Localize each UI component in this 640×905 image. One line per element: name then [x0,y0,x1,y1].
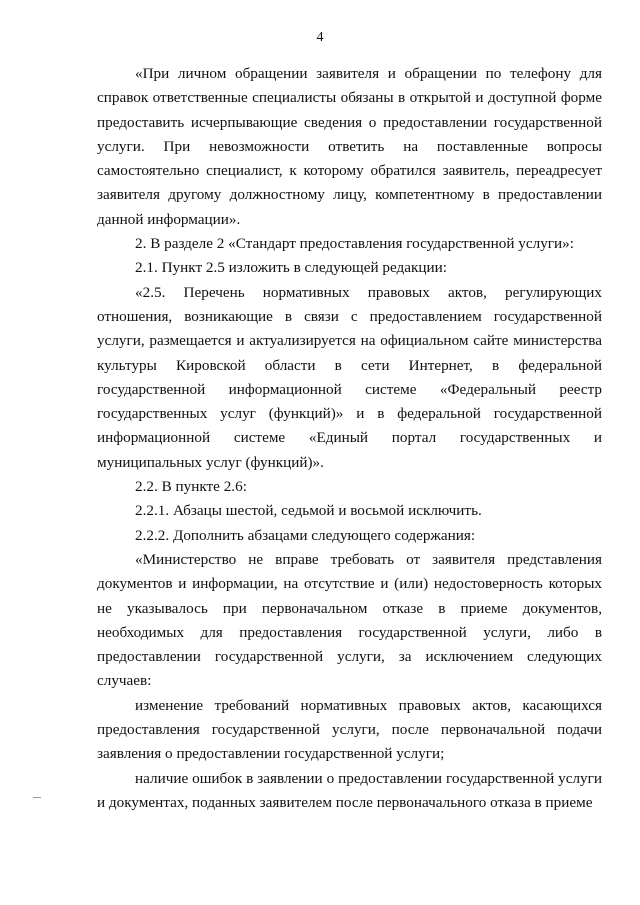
paragraph-ministry-restriction: «Министерство не вправе требовать от заявителя представления документов и информации, на отсутствие и (или) недостоверность которых не указывалось при первоначальном отказе в приеме документов, необходимых для предоставления государственной услуги, либо в предоставлении государственной услуги, за исключением следующих случаев: [97,550,602,690]
paragraph-item-2-1: 2.1. Пункт 2.5 изложить в следующей редакции: [135,259,448,277]
paragraph-item-2-5-text: «2.5. Перечень нормативных правовых актов, регулирующих отношения, возникающие в связи с предоставлением государственной услуги, размещается и актуализируется на официальном сайте министерства культуры Кировской области в сети Интернет, в федеральной государственной информационной системе «Федеральный реестр государственных услуг (функций)» и в федеральной государственной информационной системе «Единый портал государственных и муниципальных услуг (функций)». [97,283,602,471]
scan-edge-mark [33,797,41,798]
page-number: 4 [316,30,324,45]
paragraph-section-2: 2. В разделе 2 «Стандарт предоставления государственной услуги»: [135,235,574,253]
document-body [97,62,602,815]
paragraph-requirements-change: изменение требований нормативных правовых актов, касающихся предоставления государственной услуги, после первоначальной подачи заявления о предоставлении государственной услуги; [97,696,602,763]
paragraph-item-2-2-2: 2.2.2. Дополнить абзацами следующего содержания: [135,526,476,544]
paragraph-consultation-rules: «При личном обращении заявителя и обращении по телефону для справок ответственные специалисты обязаны в открытой и доступной форме предоставить исчерпывающие сведения о предоставлении государственной услуги. При невозможности ответить на поставленные вопросы самостоятельно специалист, к которому обратился заявитель, переадресует заявителя другому должностному лицу, компетентному в предоставлении данной информации». [97,65,602,228]
paragraph-item-2-2-1: 2.2.1. Абзацы шестой, седьмой и восьмой исключить. [135,502,482,520]
paragraph-item-2-2: 2.2. В пункте 2.6: [135,478,247,496]
paragraph-errors-in-application: наличие ошибок в заявлении о предоставлении государственной услуги и документах, поданных заявителем после первоначального отказа в приеме [97,769,602,811]
